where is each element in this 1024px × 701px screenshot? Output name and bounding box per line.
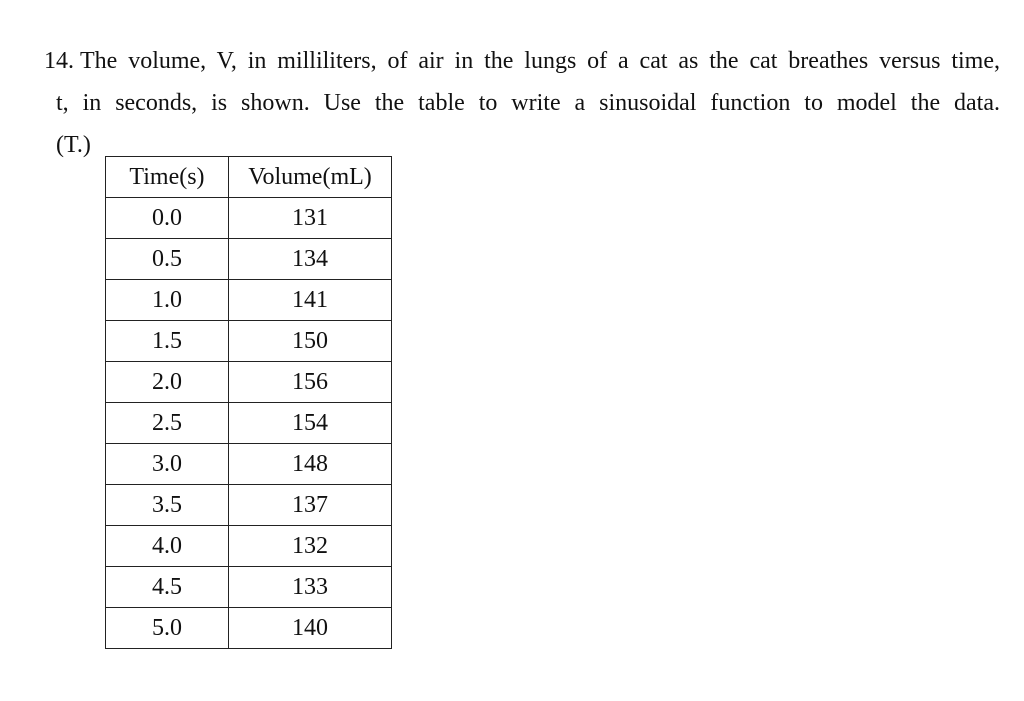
cell-volume: 132 — [229, 526, 392, 567]
question-text — [44, 40, 1004, 166]
question-line-3: (T.) — [56, 132, 91, 158]
data-table — [105, 156, 392, 649]
cell-time: 4.0 — [106, 526, 229, 567]
cell-time: 5.0 — [106, 608, 229, 649]
table-row — [106, 485, 392, 526]
table-row — [106, 403, 392, 444]
cell-time: 4.5 — [106, 567, 229, 608]
cell-volume: 134 — [229, 239, 392, 280]
cell-volume: 141 — [229, 280, 392, 321]
table-row — [106, 444, 392, 485]
cell-volume: 156 — [229, 362, 392, 403]
table-row — [106, 280, 392, 321]
cell-volume: 150 — [229, 321, 392, 362]
cell-volume: 137 — [229, 485, 392, 526]
cell-volume: 148 — [229, 444, 392, 485]
cell-volume: 133 — [229, 567, 392, 608]
cell-time: 1.5 — [106, 321, 229, 362]
cell-time: 3.5 — [106, 485, 229, 526]
cell-time: 2.5 — [106, 403, 229, 444]
question-number: 14. — [44, 48, 74, 74]
question-line-1 — [44, 40, 1000, 82]
cell-volume: 131 — [229, 198, 392, 239]
header-time: Time(s) — [106, 157, 229, 198]
table-row — [106, 198, 392, 239]
cell-volume: 154 — [229, 403, 392, 444]
table-row — [106, 362, 392, 403]
table-row — [106, 567, 392, 608]
table-body — [106, 198, 392, 649]
table-row — [106, 526, 392, 567]
question-line-1-text: The volume, V, in milliliters, of air in the lungs of a cat as the cat breathes versus time, — [80, 48, 1000, 74]
header-volume: Volume(mL) — [229, 157, 392, 198]
table-row — [106, 239, 392, 280]
question-line-2: t, in seconds, is shown. Use the table to write a sinusoidal function to model the data. — [56, 90, 1000, 116]
table-row — [106, 321, 392, 362]
cell-volume: 140 — [229, 608, 392, 649]
table-row — [106, 608, 392, 649]
cell-time: 2.0 — [106, 362, 229, 403]
cell-time: 0.0 — [106, 198, 229, 239]
cell-time: 1.0 — [106, 280, 229, 321]
cell-time: 3.0 — [106, 444, 229, 485]
cell-time: 0.5 — [106, 239, 229, 280]
table-header-row — [106, 157, 392, 198]
